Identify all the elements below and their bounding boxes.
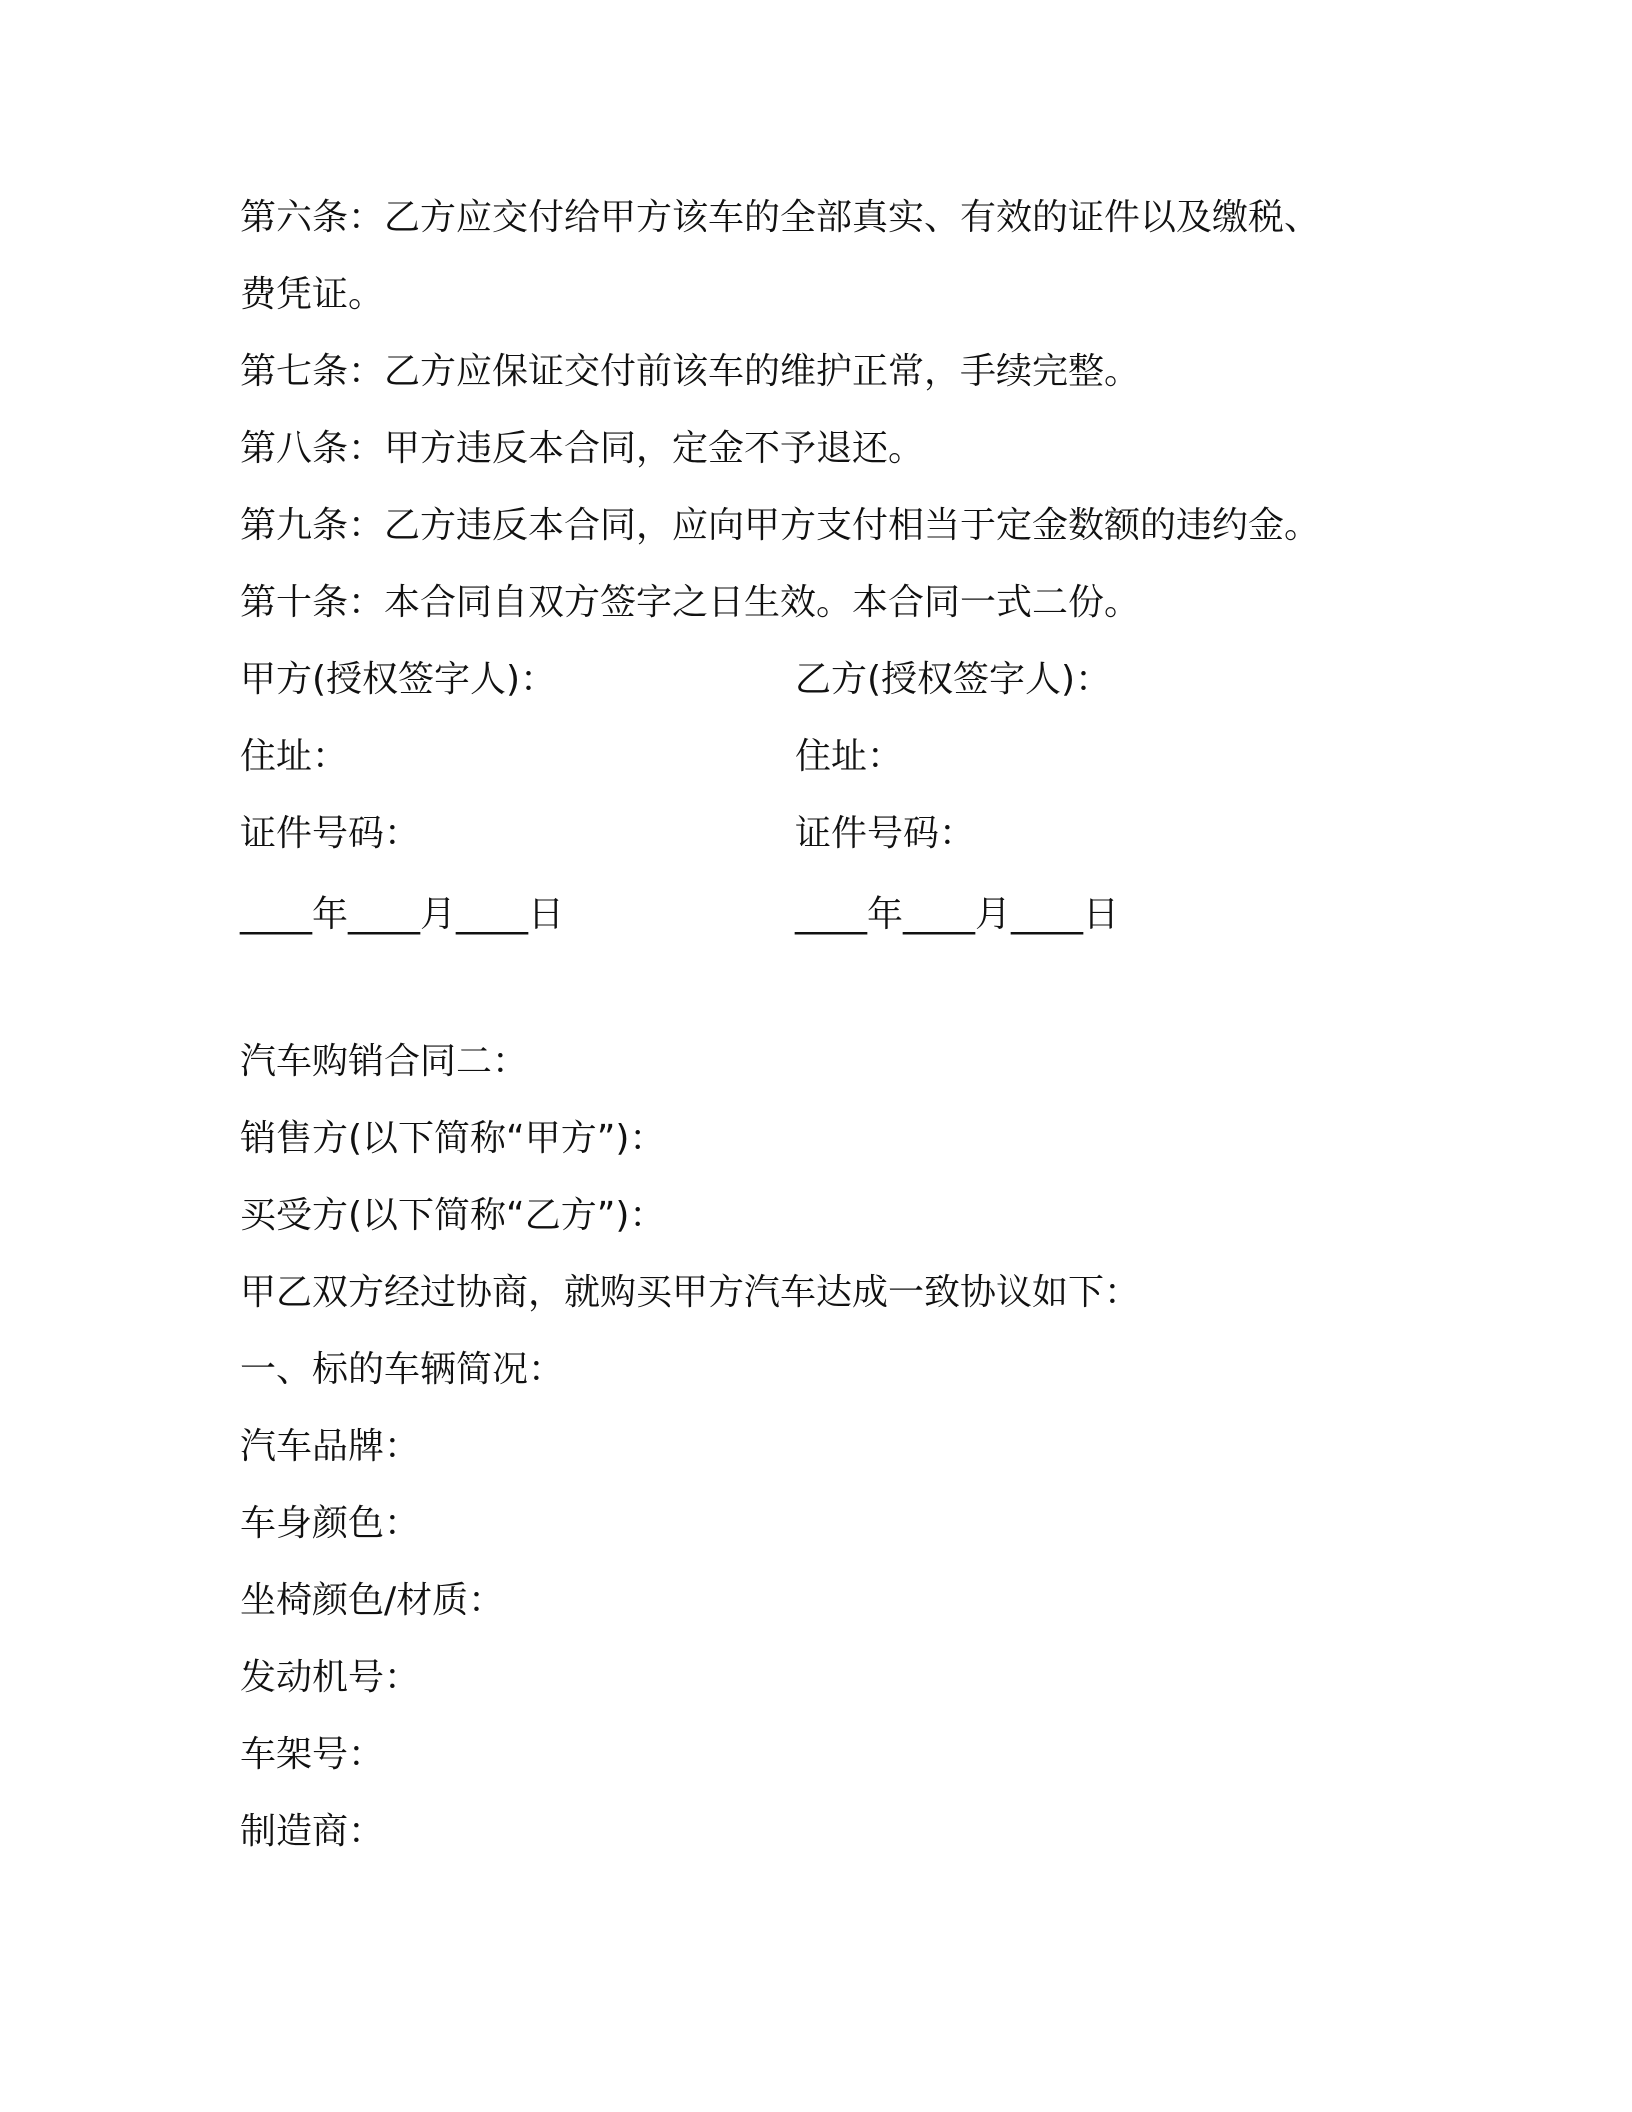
- buyer-line: 买受方(以下简称“乙方”)：: [240, 1195, 666, 1236]
- intro-line: 甲乙双方经过协商，就购买甲方汽车达成一致协议如下：: [240, 1272, 1141, 1313]
- party-a-address: 住址：: [240, 736, 349, 777]
- party-a-date: ____年____月____日: [240, 894, 565, 935]
- article-8: 第八条：甲方违反本合同，定金不予退还。: [240, 428, 925, 469]
- contract-2-title: 汽车购销合同二：: [240, 1041, 529, 1082]
- party-b-signer: 乙方(授权签字人)：: [795, 659, 1112, 700]
- party-b-date: ____年____月____日: [795, 894, 1120, 935]
- frame-number-field: 车架号：: [240, 1734, 385, 1775]
- party-a-id-number: 证件号码：: [240, 813, 421, 854]
- article-6-line-1: 第六条：乙方应交付给甲方该车的全部真实、有效的证件以及缴税、: [240, 197, 1321, 238]
- seat-color-material-field: 坐椅颜色/材质：: [240, 1580, 505, 1621]
- article-10: 第十条：本合同自双方签字之日生效。本合同一式二份。: [240, 582, 1141, 623]
- engine-number-field: 发动机号：: [240, 1657, 421, 1698]
- article-6-line-2: 费凭证。: [240, 274, 385, 315]
- manufacturer-field: 制造商：: [240, 1811, 385, 1852]
- article-7: 第七条：乙方应保证交付前该车的维护正常，手续完整。: [240, 351, 1141, 392]
- party-b-address: 住址：: [795, 736, 904, 777]
- body-color-field: 车身颜色：: [240, 1503, 421, 1544]
- party-b-id-number: 证件号码：: [795, 813, 976, 854]
- vehicle-brand-field: 汽车品牌：: [240, 1426, 421, 1467]
- article-9: 第九条：乙方违反本合同，应向甲方支付相当于定金数额的违约金。: [240, 505, 1321, 546]
- section-1-heading: 一、标的车辆简况：: [240, 1349, 565, 1390]
- party-a-signer: 甲方(授权签字人)：: [240, 659, 557, 700]
- seller-line: 销售方(以下简称“甲方”)：: [240, 1118, 666, 1159]
